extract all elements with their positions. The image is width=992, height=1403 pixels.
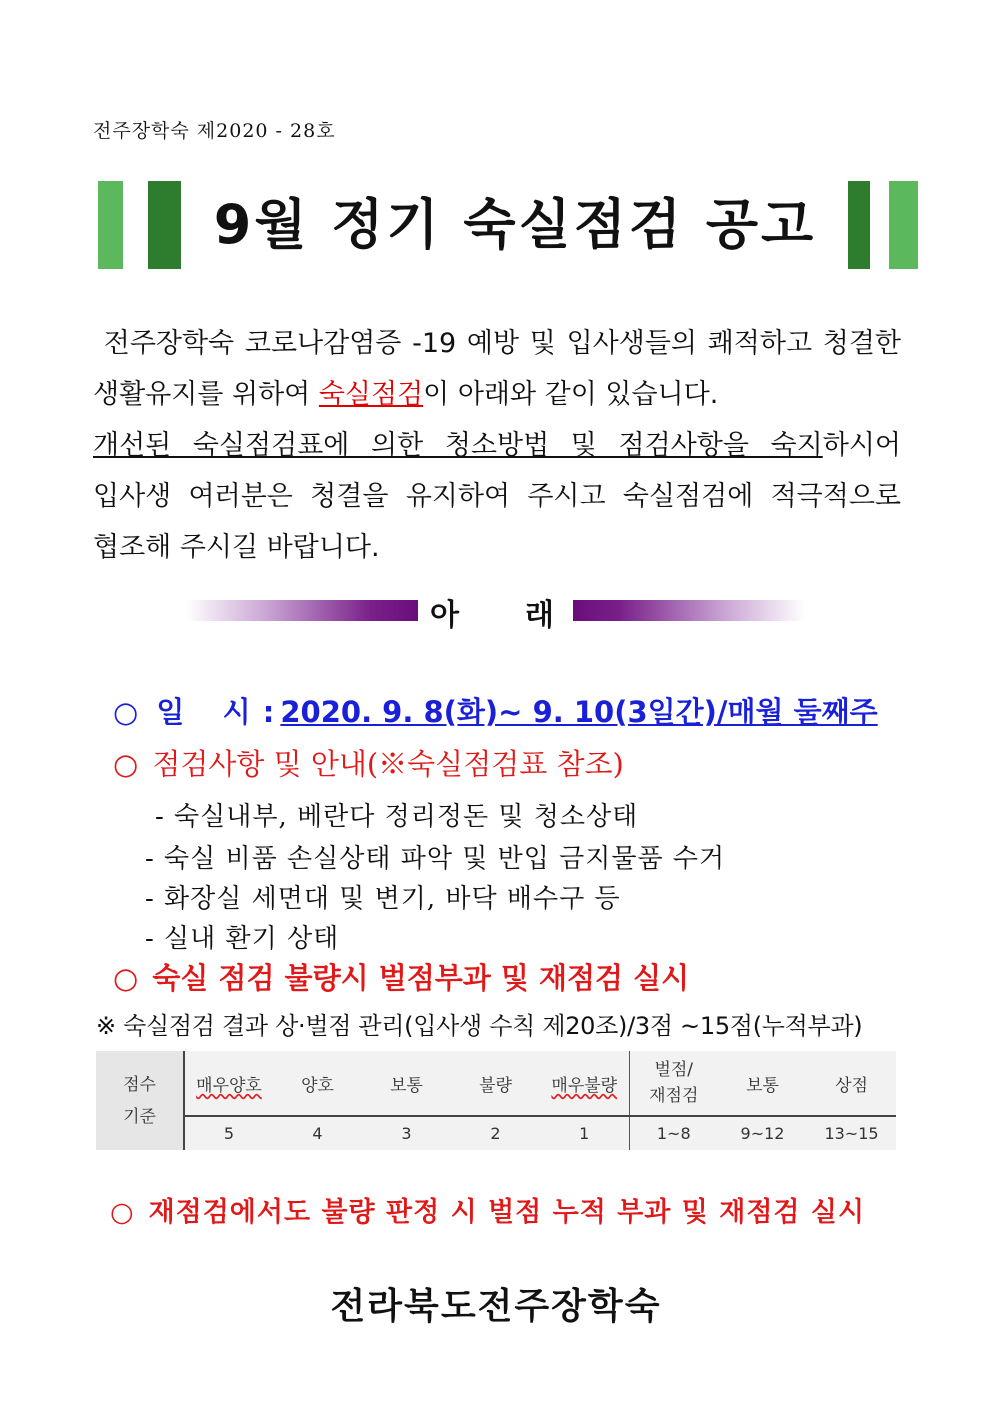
issuer-signature: 전라북도전주장학숙	[330, 1286, 662, 1327]
schedule-value: 2020. 9. 8(화)~ 9. 10(3일간)/매월 둘째주	[280, 695, 878, 729]
inspection-title: 점검사항 및 안내(※숙실점검표 참조)	[152, 747, 624, 781]
score-column-header: 보통	[362, 1051, 451, 1116]
intro-line-3-underlined: 개선된 숙실점검표에 의한 청소방법 및 점검사항을 숙지	[93, 430, 823, 461]
intro-line-4: 입사생 여러분은 청결을 유지하여 주시고 숙실점검에 적극적으로	[93, 481, 901, 512]
intro-line-2-end: 이 아래와 같이 있습니다.	[423, 379, 719, 410]
score-row-header	[96, 1051, 184, 1150]
score-value: 1	[540, 1116, 629, 1150]
intro-line-3-end: 하시어	[822, 430, 901, 461]
title-bar-right-light	[889, 181, 918, 269]
score-table	[96, 1051, 896, 1150]
intro-line-5: 협조해 주시길 바랍니다.	[93, 532, 380, 563]
score-value: 9~12	[718, 1116, 807, 1150]
score-note: ※ 숙실점검 결과 상·벌점 관리(입사생 수칙 제20조)/3점 ~15점(누적부과)	[96, 1012, 863, 1040]
bullet-circle-icon: ○	[110, 1197, 135, 1228]
column-label: 매우양호	[196, 1075, 262, 1096]
score-value: 1~8	[629, 1116, 718, 1150]
reinspection-text: 재점검에서도 불량 판정 시 벌점 누적 부과 및 재점검 실시	[148, 1197, 866, 1228]
schedule-colon: :	[262, 695, 275, 729]
bullet-circle-icon: ○	[113, 747, 139, 781]
column-label: 매우불량	[551, 1075, 618, 1096]
inspection-item: - 숙실 비품 손실상태 파악 및 반입 금지물품 수거	[145, 844, 726, 874]
score-column-header	[540, 1051, 629, 1116]
schedule-line	[113, 690, 878, 731]
intro-line-2	[93, 369, 901, 420]
score-value: 4	[273, 1116, 362, 1150]
score-table-header-row	[96, 1051, 896, 1116]
bullet-circle-icon: ○	[113, 695, 139, 729]
title-bar-left-light	[98, 181, 123, 269]
score-column-header: 양호	[273, 1051, 362, 1116]
score-value: 2	[451, 1116, 540, 1150]
score-column-header	[184, 1051, 273, 1116]
inspection-item: - 실내 환기 상태	[145, 924, 340, 954]
inspection-item: - 숙실내부, 베란다 정리정돈 및 청소상태	[155, 802, 639, 832]
inspection-heading	[113, 742, 624, 783]
score-column-header: 상점	[807, 1051, 896, 1116]
score-column-header: 보통	[718, 1051, 807, 1116]
row-header-top: 점수	[123, 1074, 156, 1095]
row-header-bottom: 기준	[123, 1106, 156, 1127]
intro-line-2-start: 생활유지를 위하여	[93, 379, 319, 410]
title-bar-left-dark	[148, 181, 181, 269]
intro-paragraph	[93, 318, 901, 573]
notice-heading-right: 래	[525, 598, 554, 633]
score-value: 3	[362, 1116, 451, 1150]
intro-line-3	[93, 420, 901, 471]
score-column-header: 불량	[451, 1051, 540, 1116]
score-column-header: 벌점/ 재점검	[629, 1051, 718, 1116]
penalty-heading	[113, 956, 689, 997]
score-table-value-row	[96, 1116, 896, 1150]
intro-line-1-text: 전주장학숙 코로나감염증 -19 예방 및 입사생들의 쾌적하고 청결한	[103, 328, 901, 359]
document-number: 전주장학숙 제2020 - 28호	[93, 120, 336, 142]
inspection-highlight: 숙실점검	[318, 379, 424, 410]
schedule-label: 일 시	[156, 695, 253, 729]
title-bar-right-dark	[848, 181, 870, 269]
notice-divider-right	[573, 600, 805, 621]
score-value: 5	[184, 1116, 273, 1150]
page-title: 9월 정기 숙실점검 공고	[213, 193, 817, 256]
inspection-item: - 화장실 세면대 및 변기, 바닥 배수구 등	[145, 884, 621, 914]
score-value: 13~15	[807, 1116, 896, 1150]
notice-divider-left	[186, 600, 418, 621]
reinspection-line	[110, 1190, 865, 1229]
bullet-circle-icon: ○	[113, 961, 139, 995]
notice-heading-left: 아	[430, 598, 459, 633]
penalty-title: 숙실 점검 불량시 벌점부과 및 재점검 실시	[152, 961, 690, 995]
intro-line-1	[93, 318, 901, 369]
